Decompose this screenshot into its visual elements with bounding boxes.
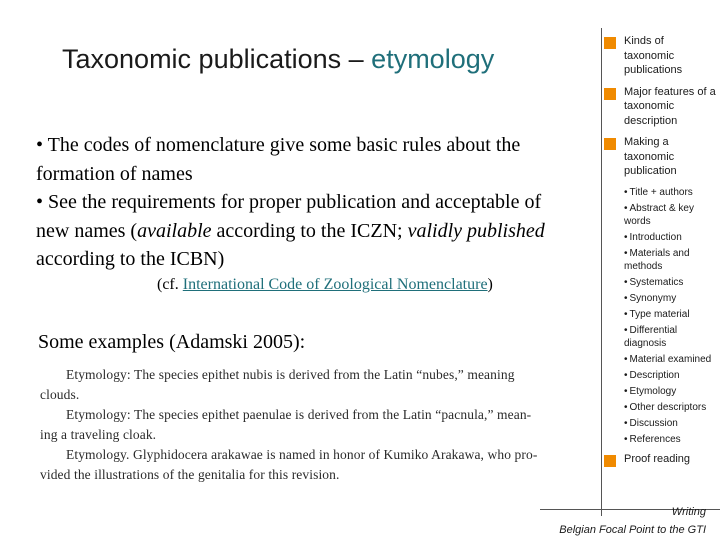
cf-reference: [157, 276, 493, 294]
excerpt-line: Etymology. Glyphidocera arakawae is named in honor of Kumiko Arakawa, who pro-: [66, 447, 538, 462]
sidebar-subitem-label: Systematics: [629, 276, 684, 288]
sidebar-subitem[interactable]: [604, 353, 716, 366]
excerpt-line: Etymology: The species epithet paenulae is derived from the Latin “pacnula,” mean-: [66, 407, 532, 422]
sidebar-subitem-label: Synonymy: [629, 292, 677, 304]
slide-footer: [559, 503, 706, 539]
sidebar-subitem[interactable]: [604, 433, 716, 446]
bullet-icon: •: [624, 433, 628, 445]
term-validly-published: validly published: [407, 219, 545, 242]
etymology-excerpt-image: [40, 365, 580, 485]
sidebar-item-features[interactable]: [604, 85, 716, 129]
sidebar-subitem-label: Etymology: [629, 385, 677, 397]
examples-heading: Some examples (Adamski 2005):: [38, 331, 306, 353]
main-text: [36, 131, 576, 274]
sidebar-subitem[interactable]: [604, 385, 716, 398]
sidebar-item-making[interactable]: [604, 135, 716, 179]
sidebar-item-label: Proof reading: [624, 452, 691, 465]
bullet-icon: •: [624, 186, 628, 198]
sidebar-subitem-label: Type material: [629, 308, 690, 320]
footer-organisation: Belgian Focal Point to the GTI: [559, 524, 706, 536]
bullet-icon: •: [624, 417, 628, 429]
sidebar-subitem-label: References: [629, 433, 681, 445]
bullet-icon: •: [624, 292, 628, 304]
bullet-icon: •: [624, 231, 628, 243]
sidebar-subitem-label: Other descriptors: [629, 401, 707, 413]
navigation-sidebar: [604, 34, 716, 473]
iczn-link[interactable]: International Code of Zoological Nomenclature: [182, 276, 488, 293]
square-marker-icon: [604, 138, 616, 150]
bullet-icon: •: [624, 202, 628, 214]
term-available: available: [137, 219, 212, 242]
bullet-codes: • The codes of nomenclature give some basic rules about the formation of names: [36, 134, 521, 185]
cf-prefix: (cf.: [157, 276, 183, 293]
excerpt-line: vided the illustrations of the genitalia for this revision.: [40, 467, 340, 482]
sidebar-subitem[interactable]: [604, 292, 716, 305]
sidebar-subitem[interactable]: [604, 308, 716, 321]
sidebar-subitem[interactable]: [604, 231, 716, 244]
bullet2-part-a: • See the requirements for proper publication and acceptable of new names (: [36, 191, 542, 242]
sidebar-subitem-label: Description: [629, 369, 680, 381]
sidebar-subitem-label: Differential diagnosis: [624, 324, 678, 349]
bullet2-part-b: according to the ICZN;: [211, 219, 408, 242]
excerpt-line: ing a traveling cloak.: [40, 427, 157, 442]
sidebar-subitems: [604, 186, 716, 446]
sidebar-subitem[interactable]: [604, 417, 716, 430]
footer-section: Writing: [671, 506, 706, 518]
sidebar-subitem[interactable]: [604, 276, 716, 289]
bullet-icon: •: [624, 369, 628, 381]
square-marker-icon: [604, 37, 616, 49]
bullet2-part-c: according to the ICBN): [36, 248, 225, 270]
sidebar-subitem-label: Discussion: [629, 417, 678, 429]
sidebar-subitem-label: Materials and methods: [624, 247, 690, 272]
sidebar-item-label: Major features of a taxonomic description: [624, 85, 716, 127]
sidebar-subitem[interactable]: [604, 324, 716, 350]
bullet-requirements: [36, 188, 576, 274]
title-main: Taxonomic publications –: [62, 44, 372, 74]
bullet-icon: •: [624, 324, 628, 336]
sidebar-subitem[interactable]: [604, 369, 716, 382]
bullet-icon: •: [624, 247, 628, 259]
slide-title: [62, 44, 494, 75]
excerpt-line: Etymology: The species epithet nubis is derived from the Latin “nubes,” meaning: [66, 367, 515, 382]
square-marker-icon: [604, 455, 616, 467]
bullet-icon: •: [624, 385, 628, 397]
excerpt-line: clouds.: [40, 387, 80, 402]
bullet-icon: •: [624, 353, 628, 365]
bullet-icon: •: [624, 308, 628, 320]
bullet-icon: •: [624, 276, 628, 288]
sidebar-item-proof[interactable]: [604, 452, 716, 467]
sidebar-subitem[interactable]: [604, 401, 716, 414]
sidebar-subitem-label: Title + authors: [629, 186, 693, 198]
sidebar-subitem[interactable]: [604, 202, 716, 228]
square-marker-icon: [604, 88, 616, 100]
sidebar-item-kinds[interactable]: [604, 34, 716, 78]
sidebar-subitem[interactable]: [604, 247, 716, 273]
sidebar-item-label: Kinds of taxonomic publications: [624, 35, 683, 76]
cf-suffix: ): [487, 276, 493, 293]
bullet-icon: •: [624, 401, 628, 413]
title-accent: etymology: [371, 44, 495, 74]
sidebar-subitem[interactable]: [604, 186, 716, 199]
vertical-divider: [601, 28, 602, 516]
sidebar-item-label: Making a taxonomic publication: [624, 136, 677, 177]
sidebar-subitem-label: Material examined: [629, 353, 712, 365]
sidebar-subitem-label: Introduction: [629, 231, 682, 243]
sidebar-subitem-label: Abstract & key words: [624, 202, 694, 227]
